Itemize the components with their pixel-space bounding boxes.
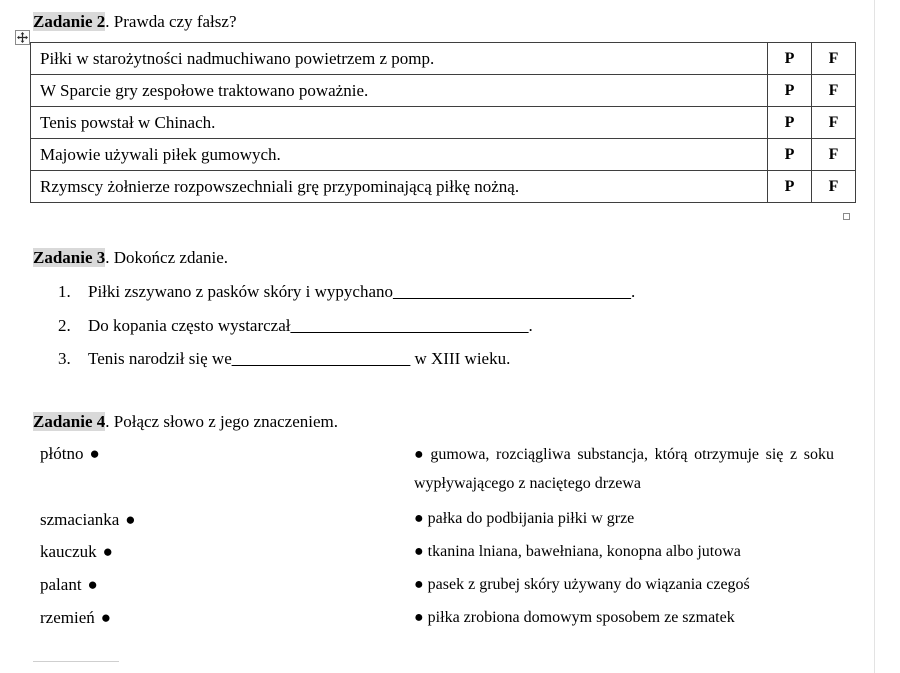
match-word-rzemien[interactable]: [40, 607, 111, 629]
bullet-icon: ●: [414, 543, 424, 560]
statement-cell: Piłki w starożytności nadmuchiwano powietrzem z pomp.: [31, 43, 768, 75]
match-definition-text: gumowa, rozciągliwa substancja, którą otrzymuje się z soku wypływającego z naciętego drzewa: [414, 446, 835, 492]
fill-blank-1[interactable]: ____________________________: [393, 282, 632, 301]
match-definition-palant[interactable]: [414, 504, 834, 533]
list-item-number: 3.: [58, 349, 71, 368]
task-heading-zadanie-2: [33, 12, 237, 32]
list-item-text-before: Do kopania często wystarczał: [88, 316, 291, 335]
match-word-plotno[interactable]: [40, 443, 100, 465]
bullet-icon: ●: [125, 510, 136, 529]
bullet-icon: ●: [89, 444, 100, 463]
list-item-number: 2.: [58, 316, 71, 335]
list-item-text-before: Tenis narodził się we: [88, 349, 232, 368]
false-option-cell[interactable]: F: [812, 75, 856, 107]
match-definition-plotno[interactable]: [414, 537, 834, 566]
table-row[interactable]: [31, 43, 856, 75]
match-definition-szmacianka[interactable]: [414, 603, 834, 632]
table-resize-handle[interactable]: [843, 213, 850, 220]
statement-cell: Majowie używali piłek gumowych.: [31, 139, 768, 171]
match-word-label: palant: [40, 575, 82, 594]
true-option-cell[interactable]: P: [768, 75, 812, 107]
false-option-cell[interactable]: F: [812, 43, 856, 75]
table-row[interactable]: [31, 171, 856, 203]
bullet-icon: ●: [414, 446, 427, 463]
match-word-szmacianka[interactable]: [40, 509, 136, 531]
match-word-label: rzemień: [40, 608, 95, 627]
false-option-cell[interactable]: F: [812, 139, 856, 171]
list-item: [58, 316, 533, 336]
true-false-table[interactable]: [30, 42, 856, 203]
task-instruction-zadanie-4: . Połącz słowo z jego znaczeniem.: [105, 412, 338, 431]
task-instruction-zadanie-3: . Dokończ zdanie.: [105, 248, 229, 267]
bullet-icon: ●: [87, 575, 98, 594]
match-definition-text: tkanina lniana, bawełniana, konopna albo jutowa: [427, 543, 741, 560]
bullet-icon: ●: [414, 576, 424, 593]
match-word-label: szmacianka: [40, 510, 120, 529]
match-definition-kauczuk[interactable]: [414, 440, 834, 498]
task-heading-zadanie-4: [33, 412, 338, 432]
bullet-icon: ●: [102, 542, 113, 561]
bullet-icon: ●: [414, 510, 424, 527]
task-label-zadanie-2: Zadanie 2: [33, 12, 106, 31]
table-row[interactable]: [31, 107, 856, 139]
list-item-text-before: Piłki zszywano z pasków skóry i wypychano: [88, 282, 394, 301]
true-option-cell[interactable]: P: [768, 107, 812, 139]
list-item-text-after: w XIII wieku.: [410, 349, 511, 368]
fill-blank-3[interactable]: _____________________: [231, 349, 411, 368]
match-definition-text: piłka zrobiona domowym sposobem ze szmatek: [427, 609, 735, 626]
true-option-cell[interactable]: P: [768, 171, 812, 203]
false-option-cell[interactable]: F: [812, 107, 856, 139]
match-definition-text: pałka do podbijania piłki w grze: [427, 510, 635, 527]
list-item-text-after: .: [528, 316, 533, 335]
match-word-kauczuk[interactable]: [40, 541, 113, 563]
table-row[interactable]: [31, 139, 856, 171]
match-word-palant[interactable]: [40, 574, 98, 596]
false-option-cell[interactable]: F: [812, 171, 856, 203]
fill-blank-2[interactable]: ____________________________: [290, 316, 529, 335]
match-word-label: kauczuk: [40, 542, 97, 561]
statement-cell: Rzymscy żołnierze rozpowszechniali grę przypominającą piłkę nożną.: [31, 171, 768, 203]
list-item: [58, 349, 510, 369]
footnote-separator: [33, 661, 119, 662]
statement-cell: W Sparcie gry zespołowe traktowano poważnie.: [31, 75, 768, 107]
match-definition-text: pasek z grubej skóry używany do wiązania czegoś: [427, 576, 750, 593]
task-heading-zadanie-3: [33, 248, 228, 268]
bullet-icon: ●: [414, 609, 424, 626]
true-option-cell[interactable]: P: [768, 139, 812, 171]
task-label-zadanie-4: Zadanie 4: [33, 412, 106, 431]
task-instruction-zadanie-2: . Prawda czy fałsz?: [105, 12, 237, 31]
match-definition-rzemien[interactable]: [414, 570, 834, 599]
list-item: [58, 282, 635, 302]
task-label-zadanie-3: Zadanie 3: [33, 248, 106, 267]
bullet-icon: ●: [100, 608, 112, 627]
list-item-number: 1.: [58, 282, 71, 301]
page-margin-guide: [874, 0, 875, 673]
list-item-text-after: .: [631, 282, 636, 301]
true-option-cell[interactable]: P: [768, 43, 812, 75]
table-row[interactable]: [31, 75, 856, 107]
move-cross-icon: [16, 31, 29, 44]
statement-cell: Tenis powstał w Chinach.: [31, 107, 768, 139]
match-word-label: płótno: [40, 444, 84, 463]
table-move-handle[interactable]: [15, 30, 30, 45]
